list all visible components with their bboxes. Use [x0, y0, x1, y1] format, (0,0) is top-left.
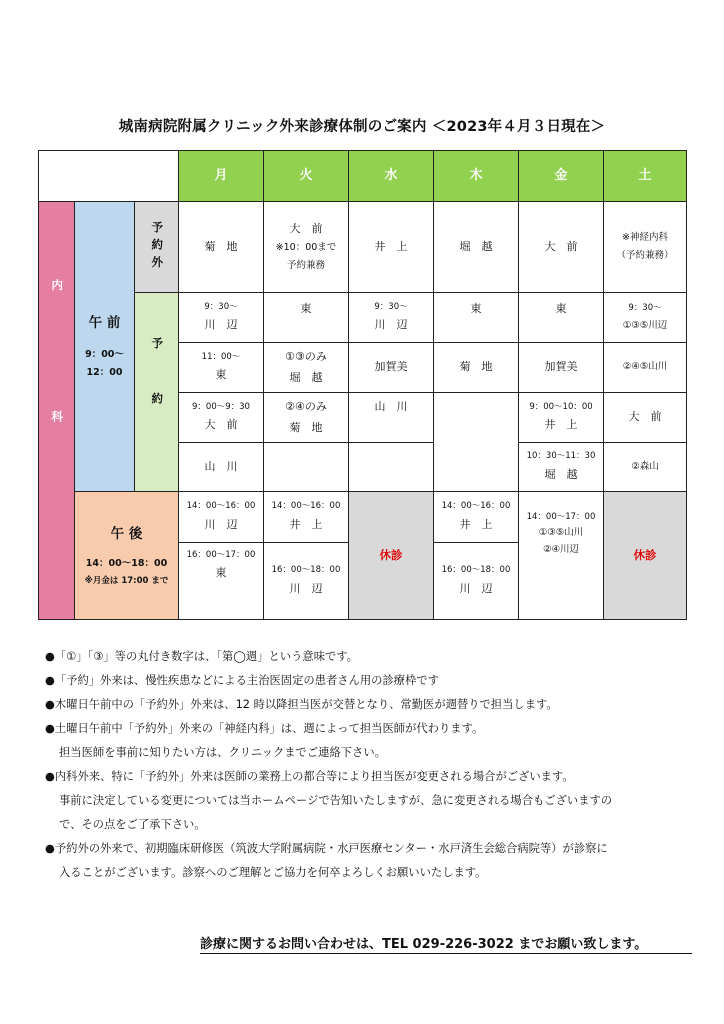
- note-item: ●土曜日午前中「予約外」外来の「神経内科」は、週によって担当医師が代わります。: [45, 722, 484, 735]
- gogo-thu-1: 14：00～16：00 井 上: [433, 491, 519, 543]
- note-item: ●「①」「③」等の丸付き数字は、「第◯週」という意味です。: [45, 650, 358, 663]
- note-item: 入ることがございます。診察へのご理解とご協力を何卒よろしくお願いいたします。: [59, 866, 487, 879]
- yoyaku-wed-3: 山 川: [348, 392, 434, 443]
- yoyaku-thu-3: [433, 392, 519, 492]
- yoyaku-mon-2: 11：00～ 東: [178, 342, 264, 393]
- yoyaku-sat-1: 9：30～ ①③⑤川辺: [603, 292, 687, 343]
- gogo-thu-2: 16：00～18：00 川 辺: [433, 542, 519, 620]
- yoyaku-fri-4: 10：30～11：30 堀 越: [518, 442, 604, 492]
- note-item: ●予約外の外来で、初期臨床研修医（筑波大学附属病院・水戸医療センター・水戸済生会総合病院等）が診察に: [45, 842, 608, 855]
- yoyaku-tue-3: ②④のみ 菊 地: [263, 392, 349, 443]
- yoyaku-thu-2: 菊 地: [433, 342, 519, 393]
- yoyakugai-wed: 井 上: [348, 201, 434, 293]
- yoyaku-sat-2: ②④⑤山川: [603, 342, 687, 393]
- yoyaku-wed-1: 9：30～ 川 辺: [348, 292, 434, 343]
- day-header-tue: 火: [263, 150, 349, 202]
- gogo-mon-1: 14：00～16：00 川 辺: [178, 491, 264, 543]
- gogo-tue-1: 14：00～16：00 井 上: [263, 491, 349, 543]
- yoyaku-fri-2: 加賀美: [518, 342, 604, 393]
- naika-label: 内科: [38, 201, 75, 620]
- yoyakugai-tue: 大 前 ※10：00まで 予約兼務: [263, 201, 349, 293]
- gogo-tue-2: 16：00～18：00 川 辺: [263, 542, 349, 620]
- yoyaku-fri-3: 9：00～10：00 井 上: [518, 392, 604, 443]
- yoyaku-wed-2: 加賀美: [348, 342, 434, 393]
- day-header-fri: 金: [518, 150, 604, 202]
- gogo-label: 午 後 14：00～18：00 ※月金は 17:00 まで: [74, 491, 179, 620]
- contact-line: 診療に関するお問い合わせは、TEL 029-226-3022 までお願い致します。: [200, 933, 692, 954]
- yoyaku-fri-1: 東: [518, 292, 604, 343]
- yoyaku-mon-3: 9：00～9：30 大 前: [178, 392, 264, 443]
- schedule-table: [38, 150, 687, 620]
- note-item: ●「予約」外来は、慢性疾患などによる主治医固定の患者さん用の診療枠です: [45, 674, 439, 687]
- note-item: ●内科外来、特に「予約外」外来は医師の業務上の都合等により担当医が変更される場合がございます。: [45, 770, 574, 783]
- note-item: 担当医師を事前に知りたい方は、クリニックまでご連絡下さい。: [59, 746, 386, 759]
- yoyakugai-thu: 堀 越: [433, 201, 519, 293]
- yoyaku-tue-2: ①③のみ 堀 越: [263, 342, 349, 393]
- yoyakugai-label: 予約外: [134, 201, 179, 293]
- yoyakugai-sat: ※神経内科 （予約兼務）: [603, 201, 687, 293]
- day-header-mon: 月: [178, 150, 264, 202]
- yoyaku-tue-1: 東: [263, 292, 349, 343]
- gogo-mon-2: 16：00～17：00 東: [178, 542, 264, 620]
- yoyaku-sat-3: 大 前: [603, 392, 687, 443]
- yoyaku-wed-4: [348, 442, 434, 492]
- yoyakugai-fri: 大 前: [518, 201, 604, 293]
- yoyaku-thu-1: 東: [433, 292, 519, 343]
- page-title: 城南病院附属クリニック外来診療体制のご案内 ＜2023年４月３日現在＞: [118, 119, 606, 135]
- notes-section: [45, 645, 695, 885]
- yoyaku-tue-4: [263, 442, 349, 492]
- note-item: ●木曜日午前中の「予約外」外来は、12 時以降担当医が交替となり、常勤医が週替りで担当します。: [45, 698, 558, 711]
- yoyakugai-mon: 菊 地: [178, 201, 264, 293]
- gogo-fri: 14：00～17：00 ①③⑤山川 ②④川辺: [518, 491, 604, 620]
- gogo-wed-closed: 休診: [348, 491, 434, 620]
- yoyaku-mon-4: 山 川: [178, 442, 264, 492]
- yoyaku-label: 予約: [134, 292, 179, 492]
- gozen-label: 午 前 9：00～ 12：00: [74, 201, 135, 492]
- gogo-sat-closed: 休診: [603, 491, 687, 620]
- day-header-wed: 水: [348, 150, 434, 202]
- day-header-thu: 木: [433, 150, 519, 202]
- note-item: で、その点をご了承下さい。: [59, 818, 206, 831]
- yoyaku-mon-1: 9：30～ 川 辺: [178, 292, 264, 343]
- corner-cell: [38, 150, 179, 202]
- yoyaku-sat-4: ②森山: [603, 442, 687, 492]
- day-header-sat: 土: [603, 150, 687, 202]
- note-item: 事前に決定している変更については当ホームページで告知いたしますが、急に変更される場合もございますの: [59, 794, 613, 807]
